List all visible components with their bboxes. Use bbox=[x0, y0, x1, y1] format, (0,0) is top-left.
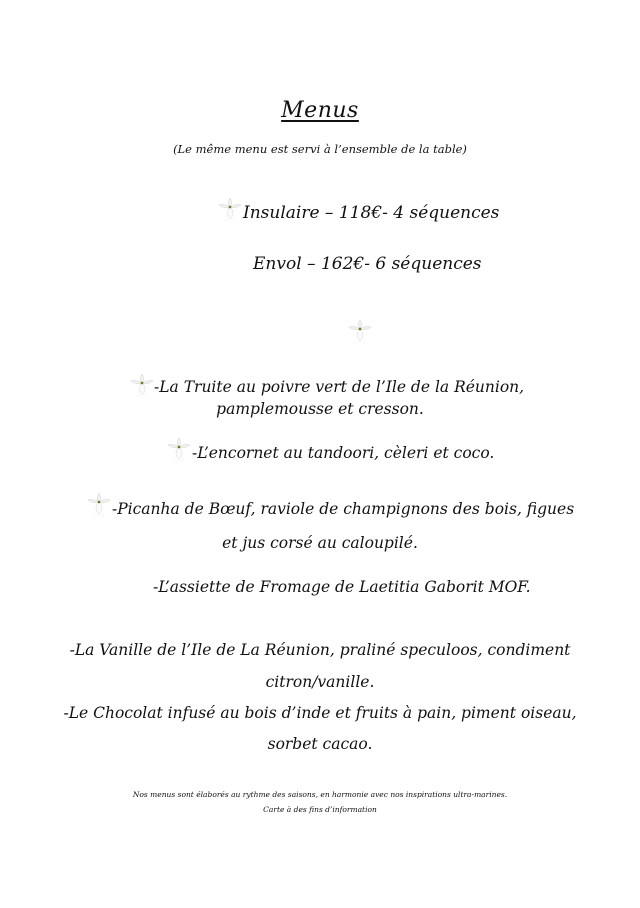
dish-picanha-line2: et jus corsé au caloupilé. bbox=[222, 534, 418, 552]
footer-disclaimer: Carte à des fins d’information bbox=[263, 805, 377, 814]
orchid-flower-icon bbox=[87, 491, 111, 517]
dish-picanha-line1: -Picanha de Bœuf, raviole de champignons des bois, figues bbox=[112, 500, 575, 518]
dish-encornet: -L’encornet au tandoori, cèleri et coco. bbox=[192, 444, 495, 462]
dessert-vanille-line1: -La Vanille de l’Ile de La Réunion, praliné speculoos, condiment bbox=[69, 641, 571, 659]
orchid-flower-icon bbox=[130, 372, 154, 398]
dessert-chocolat-line2: sorbet cacao. bbox=[267, 735, 373, 753]
orchid-flower-icon bbox=[348, 318, 372, 344]
page-subtitle: (Le même menu est servi à l’ensemble de la table) bbox=[173, 142, 467, 156]
dish-fromage: -L’assiette de Fromage de Laetitia Gaborit MOF. bbox=[153, 578, 531, 596]
dessert-chocolat-line1: -Le Chocolat infusé au bois d’inde et fruits à pain, piment oiseau, bbox=[63, 704, 577, 722]
page-title: Menus bbox=[281, 98, 359, 123]
orchid-flower-icon bbox=[167, 436, 191, 462]
footer-note: Nos menus sont élaborés au rythme des saisons, en harmonie avec nos inspirations ultra-marines. bbox=[132, 790, 508, 799]
orchid-flower-icon bbox=[218, 196, 242, 222]
dish-truite-line2: pamplemousse et cresson. bbox=[216, 400, 424, 418]
dessert-vanille-line2: citron/vanille. bbox=[265, 673, 375, 691]
menu-option-envol: Envol – 162€- 6 séquences bbox=[253, 254, 482, 274]
menu-option-insulaire: Insulaire – 118€- 4 séquences bbox=[243, 203, 500, 223]
dish-truite-line1: -La Truite au poivre vert de l’Ile de la Réunion, bbox=[154, 378, 525, 396]
